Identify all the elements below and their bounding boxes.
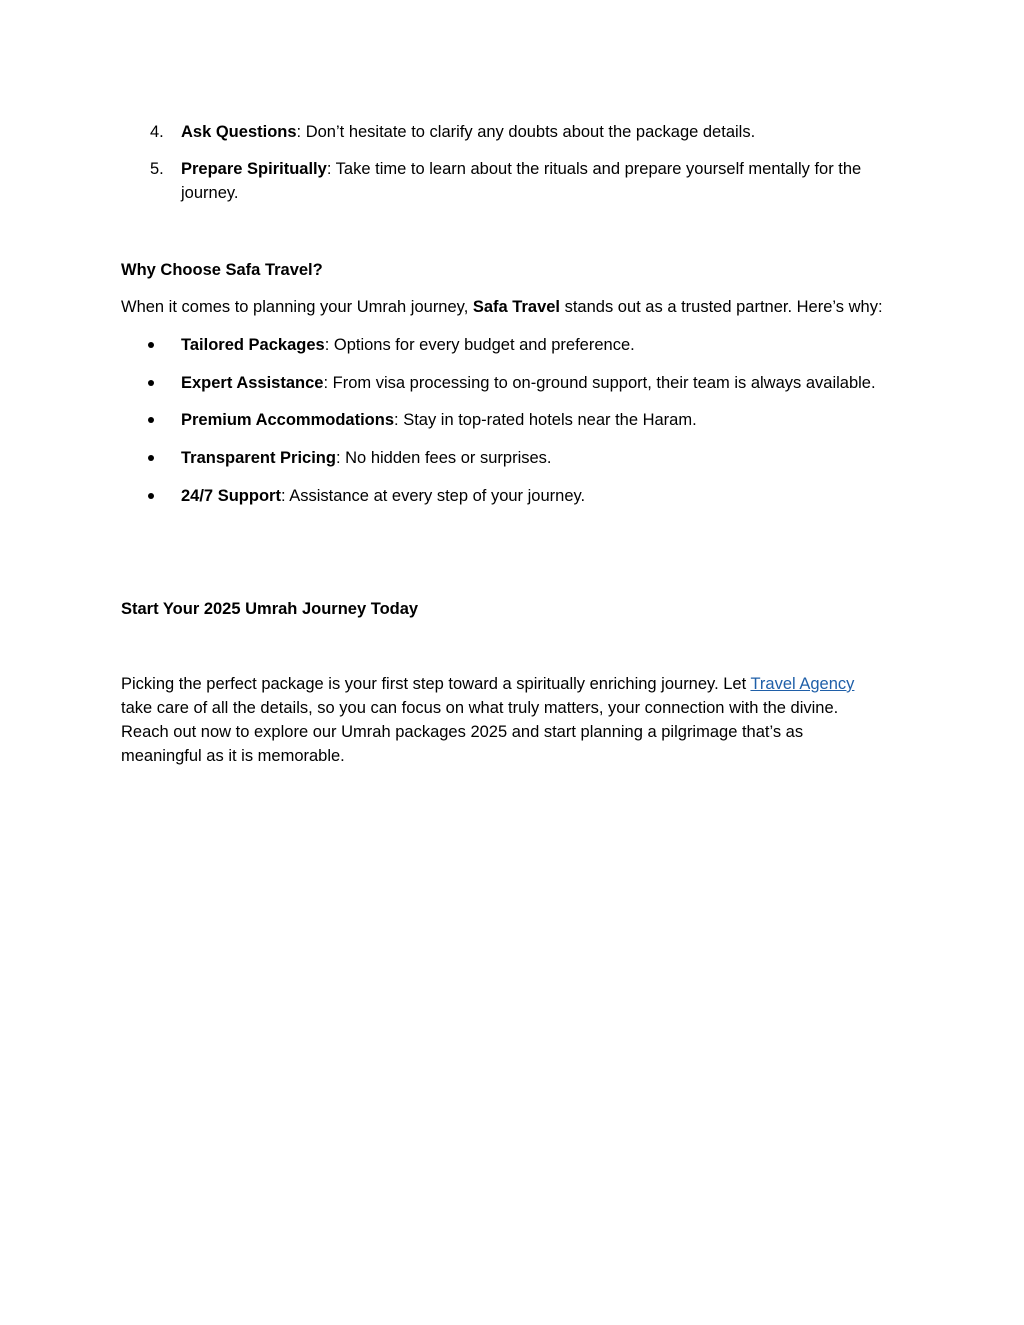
bullet-dot-icon: [148, 417, 154, 423]
list-item-description-continued: journey.: [181, 184, 239, 202]
list-item-term: Ask Questions: [181, 123, 297, 141]
list-number: 4.: [150, 123, 164, 141]
bullet-item: [0, 446, 1024, 470]
bullet-text: [181, 446, 921, 470]
bullet-description: : No hidden fees or surprises.: [335, 449, 552, 467]
bullet-term: Tailored Packages: [181, 336, 325, 354]
bullet-term: Premium Accommodations: [181, 411, 395, 429]
list-item-term: Prepare Spiritually: [181, 160, 327, 178]
bullet-description: : Options for every budget and preference.: [324, 336, 635, 354]
bullet-term: Transparent Pricing: [181, 449, 336, 467]
bullet-term: 24/7 Support: [181, 487, 281, 505]
intro-text-end: stands out as a trusted partner. Here’s why:: [560, 298, 883, 316]
why-choose-intro: [121, 295, 911, 319]
closing-line-2: take care of all the details, so you can focus on what truly matters, your connection with the divine.: [121, 699, 839, 717]
bullet-text: [181, 371, 921, 395]
bullet-description: : Assistance at every step of your journey.: [280, 487, 586, 505]
bullet-item: [0, 408, 1024, 432]
closing-line-3: Reach out now to explore our Umrah packages 2025 and start planning a pilgrimage that’s as: [121, 723, 804, 741]
bullet-dot-icon: [148, 455, 154, 461]
list-number: 5.: [150, 160, 164, 178]
closing-paragraph: [121, 672, 911, 768]
bullet-description: : From visa processing to on-ground support, their team is always available.: [323, 374, 876, 392]
bullet-text: [181, 408, 921, 432]
bullet-text: [181, 484, 921, 508]
closing-line-4: meaningful as it is memorable.: [121, 747, 345, 765]
intro-brand: Safa Travel: [472, 298, 560, 316]
closing-line-1: [121, 672, 911, 696]
bullet-dot-icon: [148, 342, 154, 348]
list-item-description: : Don’t hesitate to clarify any doubts about the package details.: [296, 123, 756, 141]
bullet-description: : Stay in top-rated hotels near the Haram.: [394, 411, 697, 429]
bullet-text: [181, 333, 921, 357]
bullet-item: [0, 333, 1024, 357]
intro-text: When it comes to planning your Umrah journey,: [121, 298, 473, 316]
list-item-description: : Take time to learn about the rituals and prepare yourself mentally for the: [326, 160, 862, 178]
list-item-text: [181, 157, 901, 205]
bullet-dot-icon: [148, 380, 154, 386]
list-item-text: [181, 120, 901, 144]
bullet-item: [0, 484, 1024, 508]
bullet-term: Expert Assistance: [181, 374, 324, 392]
travel-agency-link[interactable]: Travel Agency: [750, 675, 855, 693]
section-heading-why-choose: Why Choose Safa Travel?: [121, 261, 323, 279]
bullet-dot-icon: [148, 493, 154, 499]
section-heading-start: Start Your 2025 Umrah Journey Today: [121, 600, 419, 618]
bullet-item: [0, 371, 1024, 395]
closing-text: Picking the perfect package is your first step toward a spiritually enriching journey. Let: [121, 675, 751, 693]
